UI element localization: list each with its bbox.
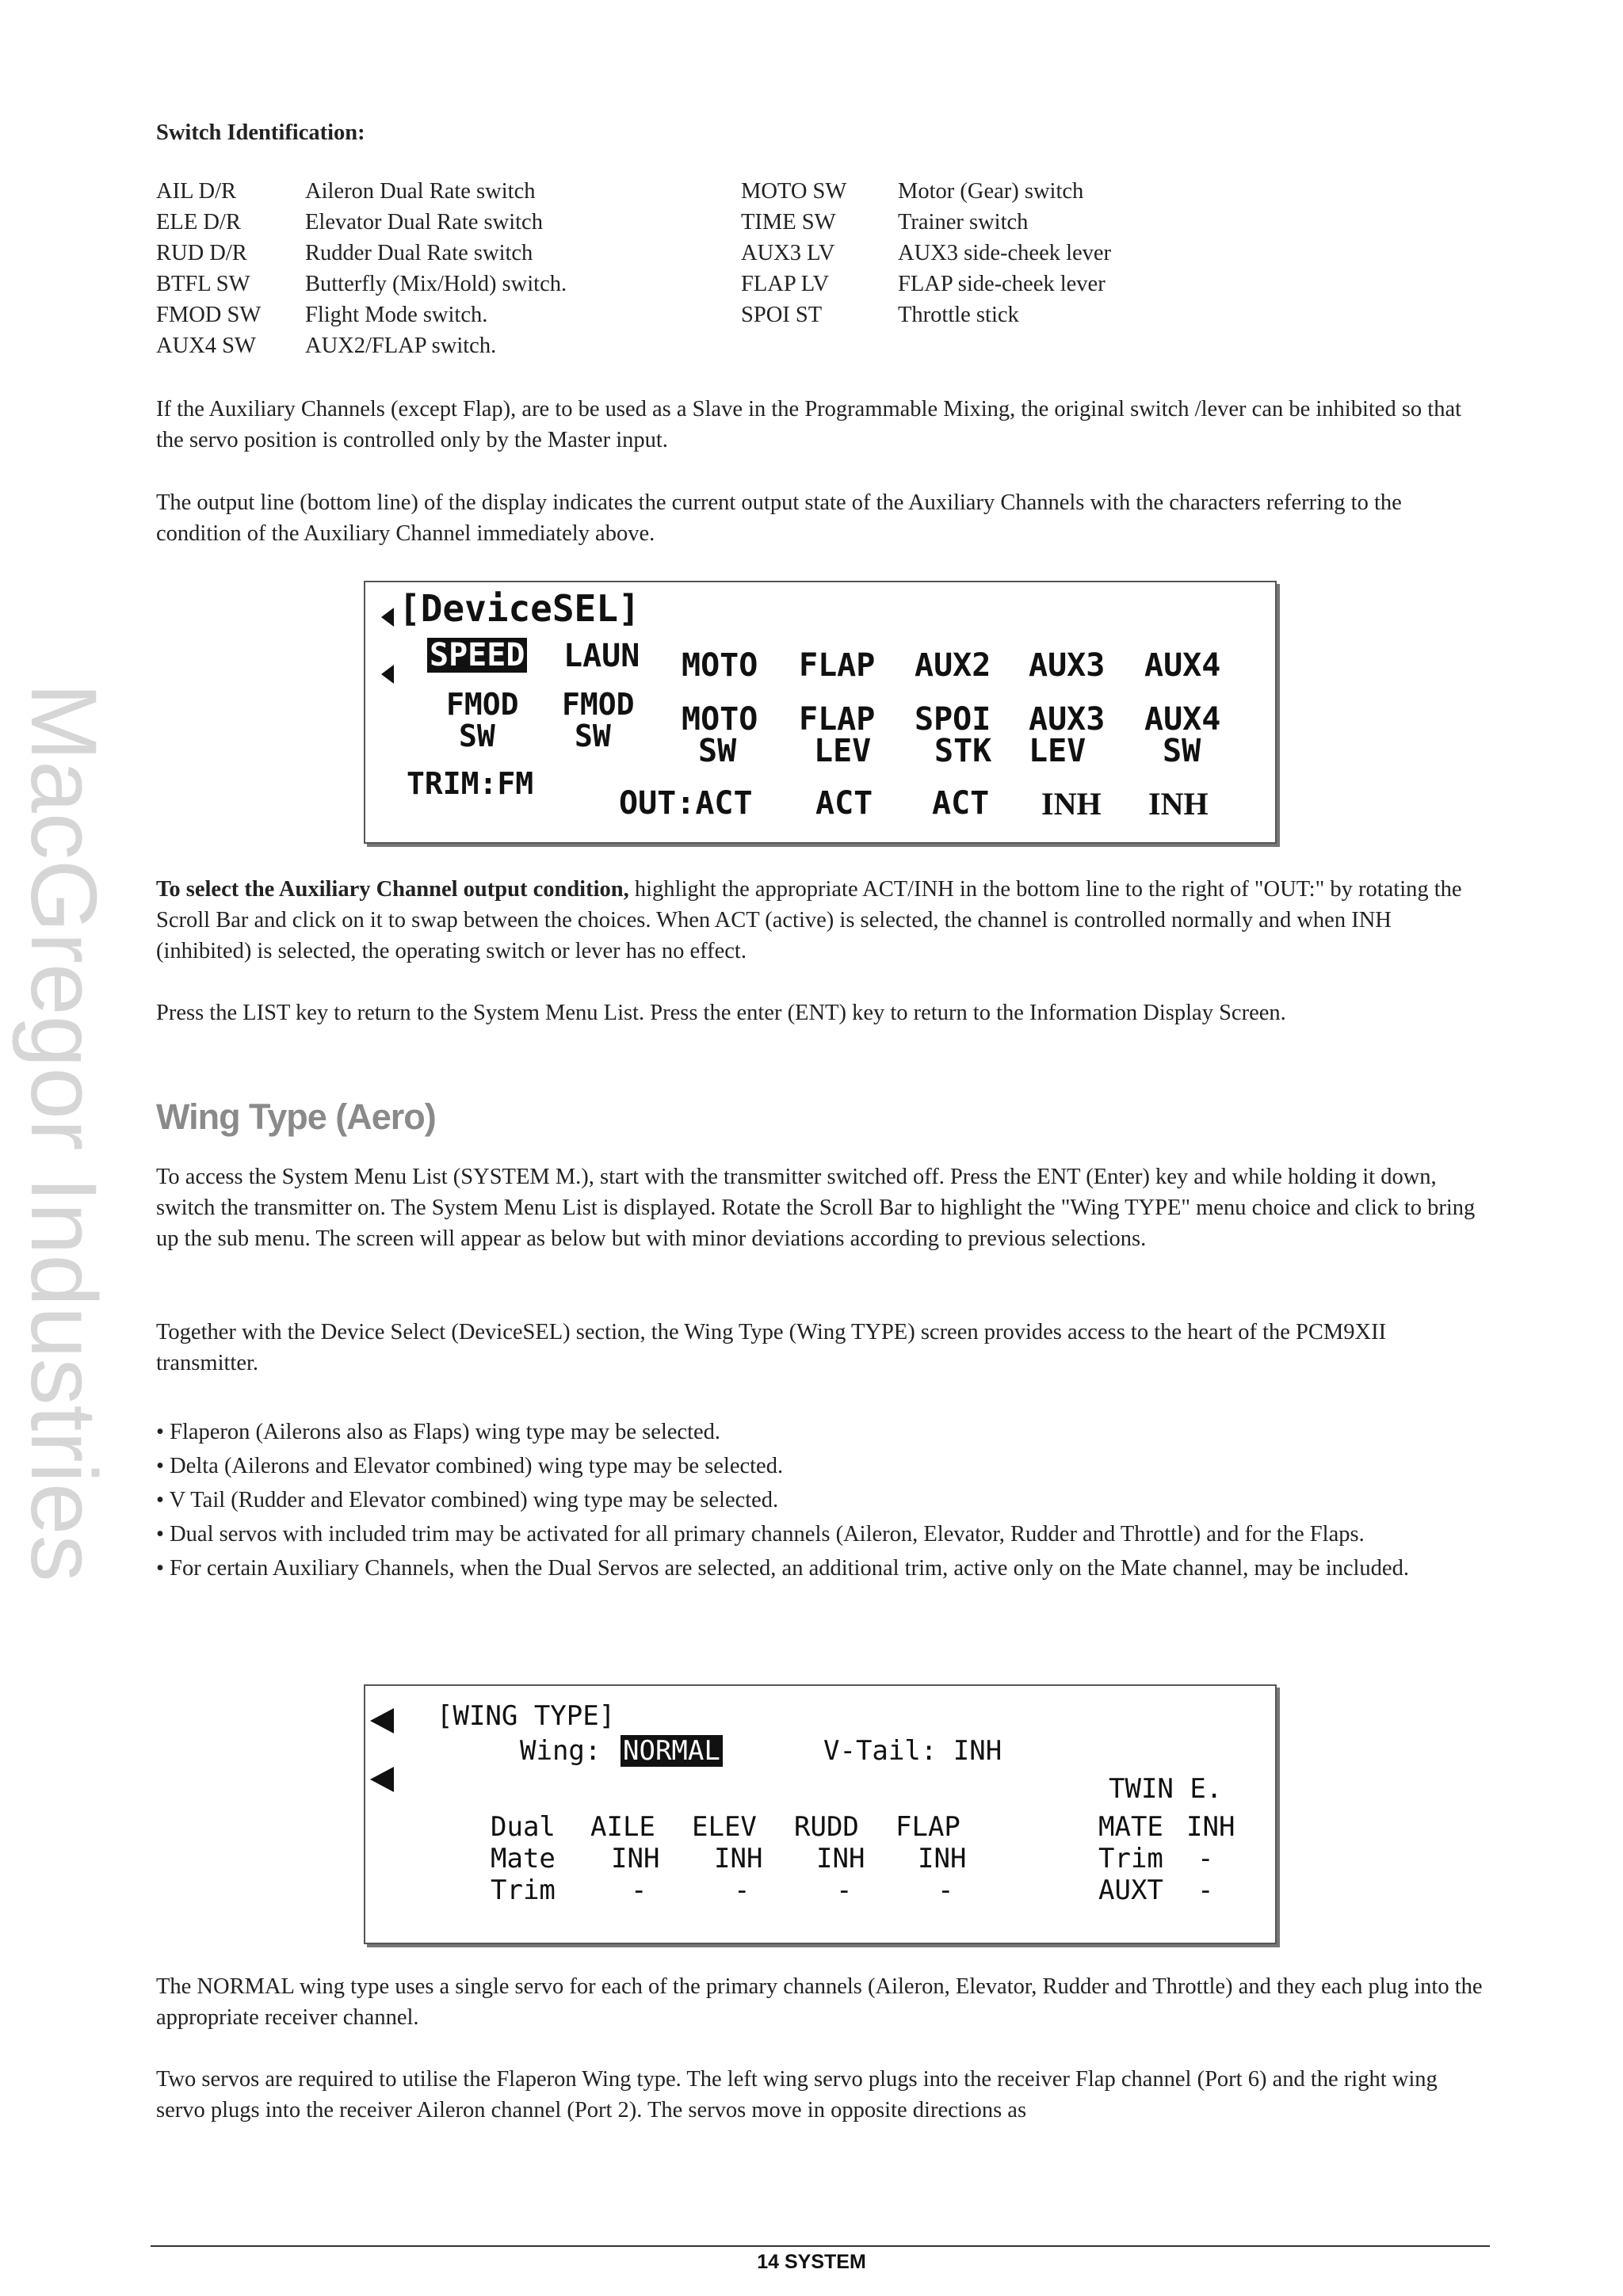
switch-code: RUD D/R: [156, 241, 247, 265]
lcd-cell: Trim: [1098, 1843, 1163, 1875]
switch-table-left: [156, 176, 567, 361]
lcd-item: MOTO: [682, 701, 758, 738]
paragraph-lead: To select the Auxiliary Channel output condition,: [156, 877, 629, 902]
left-arrow-icon: [381, 665, 394, 684]
lcd-cell: INH: [1186, 1811, 1235, 1843]
lcd-out: ACT: [932, 785, 990, 822]
switch-code: BTFL SW: [156, 272, 250, 296]
wing-value: NORMAL: [621, 1735, 723, 1767]
wing-type-lcd: [364, 1684, 1277, 1944]
footer-rule: [151, 2245, 1490, 2247]
lcd-cell: Trim: [491, 1875, 556, 1906]
lcd-cell: AILE: [590, 1811, 655, 1843]
lcd-trim: TRIM:FM: [407, 766, 534, 801]
paragraph-flaperon: Two servos are required to utilise the Flaperon Wing type. The left wing servo plugs into the receiver Flap channel (Port 6) and the right wing servo plugs into the receiver Aileron channel (Port 2). The servos move in opposite directions as: [156, 2067, 1438, 2122]
lcd-title: [WING TYPE]: [437, 1700, 616, 1732]
watermark: MacGregor Industries: [11, 683, 116, 1582]
switch-desc: Motor (Gear) switch: [898, 179, 1084, 204]
list-item: • Flaperon (Ailerons also as Flaps) wing type may be selected.: [156, 1420, 721, 1444]
lcd-item: AUX3: [1029, 701, 1106, 738]
switch-desc: Throttle stick: [898, 303, 1019, 327]
feature-list: [156, 1417, 1487, 1587]
lcd-cell: -: [1197, 1875, 1214, 1906]
paragraph-access-menu: To access the System Menu List (SYSTEM M.), start with the transmitter switched off. Press the ENT (Enter) key and while holding it down, switch the transmitter on. The System Menu List is displayed. Rotate the Scroll Bar to highlight the "Wing TYPE" menu choice and click to bring up the sub menu. The screen will appear as below but with minor deviations according to previous selections.: [156, 1165, 1476, 1251]
lcd-cell: INH: [918, 1843, 967, 1875]
switch-code: FMOD SW: [156, 303, 262, 327]
lcd-item: SW: [1163, 733, 1201, 769]
switch-code: AUX3 LV: [741, 241, 835, 265]
switch-desc: AUX2/FLAP switch.: [305, 334, 497, 358]
lcd-cell: RUDD: [794, 1811, 859, 1843]
paragraph-normal-wing: The NORMAL wing type uses a single servo for each of the primary channels (Aileron, Elevator, Rudder and Throttle) and they each plug into the appropriate receiver channel.: [156, 1974, 1483, 2030]
lcd-cell: ELEV: [692, 1811, 757, 1843]
lcd-item: MOTO: [682, 647, 758, 684]
paragraph-list-key: Press the LIST key to return to the System Menu List. Press the enter (ENT) key to return to the Information Display Screen.: [156, 1001, 1286, 1025]
lcd-cell: FLAP: [896, 1811, 960, 1843]
list-item: • Dual servos with included trim may be activated for all primary channels (Aileron, Elevator, Rudder and Throttle) and for the Flaps.: [156, 1522, 1365, 1547]
section-heading: Wing Type (Aero): [156, 1097, 436, 1137]
switch-desc: Flight Mode switch.: [305, 303, 488, 327]
lcd-item: AUX3: [1029, 647, 1106, 684]
switch-desc: Trainer switch: [898, 210, 1029, 235]
lcd-selected-item: SPEED: [427, 638, 527, 673]
lcd-cell: -: [1197, 1843, 1214, 1875]
lcd-cell: -: [734, 1875, 750, 1906]
left-arrow-icon: [370, 1767, 394, 1792]
switch-desc: Rudder Dual Rate switch: [305, 241, 533, 265]
lcd-out: OUT:ACT: [619, 785, 753, 822]
switch-code: AIL D/R: [156, 179, 237, 204]
switch-code: ELE D/R: [156, 210, 241, 235]
lcd-item: LEV: [814, 733, 872, 769]
vtail-setting: V-Tail: INH: [823, 1735, 1002, 1767]
twin-label: TWIN E.: [1109, 1773, 1223, 1805]
lcd-item: AUX2: [915, 647, 991, 684]
switch-desc: AUX3 side-cheek lever: [898, 241, 1112, 265]
switch-code: MOTO SW: [741, 179, 847, 204]
lcd-item: SW: [459, 719, 495, 753]
lcd-cell: INH: [611, 1843, 660, 1875]
lcd-item: FLAP: [799, 647, 876, 684]
lcd-item: SW: [698, 733, 737, 769]
lcd-item: AUX4: [1144, 647, 1221, 684]
list-item: • V Tail (Rudder and Elevator combined) wing type may be selected.: [156, 1488, 779, 1512]
lcd-cell: INH: [714, 1843, 763, 1875]
lcd-out: INH: [1148, 786, 1209, 822]
lcd-item: STK: [934, 733, 992, 769]
device-sel-lcd: [364, 581, 1277, 844]
lcd-cell: -: [938, 1875, 954, 1906]
switch-id-title: Switch Identification:: [156, 120, 365, 145]
lcd-cell: INH: [816, 1843, 865, 1875]
lcd-cell: AUXT: [1098, 1875, 1163, 1906]
switch-desc: FLAP side-cheek lever: [898, 272, 1106, 296]
left-arrow-icon: [370, 1708, 394, 1733]
lcd-item: LAUN: [563, 638, 640, 674]
lcd-item: LEV: [1029, 733, 1086, 769]
lcd-item: SPOI: [915, 701, 991, 738]
paragraph-heart: Together with the Device Select (DeviceSEL) section, the Wing Type (Wing TYPE) screen provides access to the heart of the PCM9XII transmitter.: [156, 1320, 1387, 1375]
paragraph-select-output: [156, 874, 1487, 967]
page-footer: 14 SYSTEM: [757, 2251, 866, 2273]
paragraph-body: highlight the appropriate ACT/INH in the bottom line to the right of "OUT:" by rotating the Scroll Bar and click on it to swap between the choices. When ACT (active) is selected, the channel is controlled normally and when INH (inhibited) is selected, the operating switch or lever has no effect.: [156, 877, 1462, 963]
lcd-item: FMOD: [562, 687, 635, 722]
switch-code: TIME SW: [741, 210, 836, 235]
lcd-cell: -: [836, 1875, 853, 1906]
paragraph-output-line: The output line (bottom line) of the display indicates the current output state of the Auxiliary Channels with the characters referring to the condition of the Auxiliary Channel immediately above.: [156, 490, 1402, 546]
lcd-cell: Dual: [491, 1811, 556, 1843]
lcd-item: SW: [575, 719, 611, 753]
switch-desc: Butterfly (Mix/Hold) switch.: [305, 272, 567, 296]
lcd-cell: -: [631, 1875, 647, 1906]
lcd-item: FMOD: [446, 687, 519, 722]
switch-code: SPOI ST: [741, 303, 823, 327]
left-arrow-icon: [381, 608, 394, 627]
lcd-out: INH: [1041, 786, 1102, 822]
wing-label: Wing:: [520, 1735, 601, 1767]
switch-table-right: [741, 176, 1111, 330]
switch-code: FLAP LV: [741, 272, 830, 296]
switch-code: AUX4 SW: [156, 334, 256, 358]
lcd-cell: Mate: [491, 1843, 556, 1875]
list-item: • For certain Auxiliary Channels, when the Dual Servos are selected, an additional trim, active only on the Mate channel, may be included.: [156, 1556, 1409, 1581]
lcd-out: ACT: [815, 785, 873, 822]
lcd-title: [DeviceSEL]: [399, 587, 640, 630]
lcd-item: AUX4: [1144, 701, 1221, 738]
lcd-item: FLAP: [799, 701, 876, 738]
switch-desc: Elevator Dual Rate switch: [305, 210, 543, 235]
list-item: • Delta (Ailerons and Elevator combined) wing type may be selected.: [156, 1454, 784, 1478]
lcd-cell: MATE: [1098, 1811, 1163, 1843]
paragraph-slave: If the Auxiliary Channels (except Flap), are to be used as a Slave in the Programmable Mixing, the original switch /lever can be inhibited so that the servo position is controlled only by the Master input.: [156, 397, 1462, 452]
switch-desc: Aileron Dual Rate switch: [305, 179, 536, 204]
